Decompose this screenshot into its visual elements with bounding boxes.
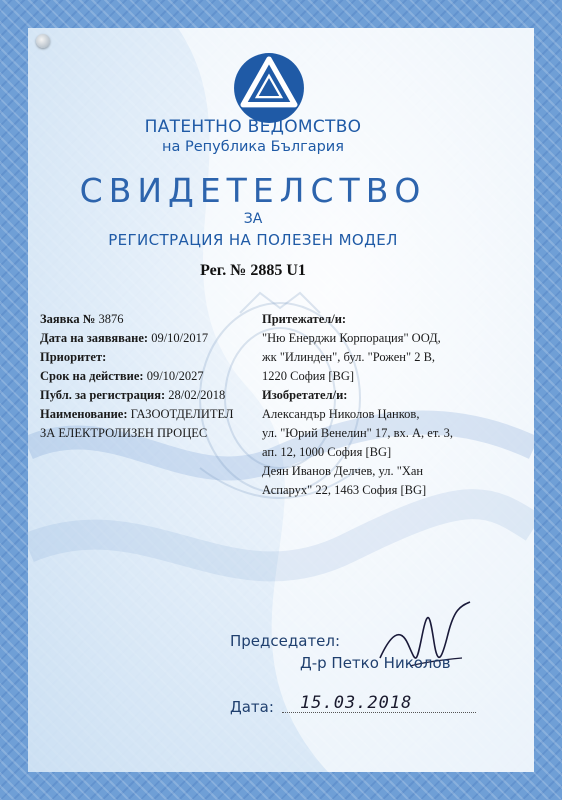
inventor-line1: Александър Николов Цанков,: [262, 407, 420, 421]
chairman-label: Председател:: [230, 632, 341, 650]
owners-label: Притежател/и:: [262, 312, 347, 326]
validity-label: Срок на действие:: [40, 369, 144, 383]
filing-date-row: [40, 329, 260, 348]
certificate-for: ЗА: [243, 211, 263, 227]
validity-row: [40, 367, 260, 386]
org-country: на Република България: [162, 139, 344, 155]
priority-label: Приоритет:: [40, 350, 107, 364]
inventor-line3: ап. 12, 1000 София [BG]: [262, 445, 392, 459]
filing-date-label: Дата на заявяване:: [40, 331, 149, 345]
patent-office-logo-icon: [231, 50, 307, 126]
name-label: Наименование:: [40, 407, 128, 421]
date-underline: [282, 712, 476, 713]
inventor-line4: Деян Иванов Делчев, ул. "Хан: [262, 464, 424, 478]
owner-line3: 1220 София [BG]: [262, 369, 355, 383]
pin-mark: [36, 34, 50, 48]
name-value-line1: ГАЗООТДЕЛИТЕЛ: [130, 407, 234, 421]
filing-date-value: 09/10/2017: [151, 331, 209, 345]
application-details: [40, 310, 260, 443]
certificate-subtitle: РЕГИСТРАЦИЯ НА ПОЛЕЗЕН МОДЕЛ: [108, 231, 398, 249]
certificate-title: СВИДЕТЕЛСТВО: [79, 171, 427, 210]
date-value: 15.03.2018: [300, 693, 413, 713]
application-row: [40, 310, 260, 329]
owner-line2: жк "Илинден", бул. "Рожен" 2 В,: [262, 350, 436, 364]
name-row: [40, 405, 260, 424]
inventor-line5: Аспарух" 22, 1463 София [BG]: [262, 483, 427, 497]
publication-value: 28/02/2018: [168, 388, 226, 402]
publication-label: Публ. за регистрация:: [40, 388, 166, 402]
owner-inventor-details: [262, 310, 482, 500]
application-value: 3876: [98, 312, 124, 326]
validity-value: 09/10/2027: [146, 369, 204, 383]
application-label: Заявка №: [40, 312, 96, 326]
date-label: Дата:: [230, 698, 274, 716]
inventors-label: Изобретател/и:: [262, 388, 348, 402]
owner-line1: "Ню Енерджи Корпорация" ООД,: [262, 331, 441, 345]
inventor-line2: ул. "Юрий Венелин" 17, вх. А, ет. 3,: [262, 426, 453, 440]
name-value-line2: ЗА ЕЛЕКТРОЛИЗЕН ПРОЦЕС: [40, 426, 208, 440]
priority-row: [40, 348, 260, 367]
chairman-name: Д-р Петко Николов: [300, 654, 451, 672]
publication-row: [40, 386, 260, 405]
org-name: ПАТЕНТНО ВЕДОМСТВО: [144, 117, 362, 137]
registration-number: Рег. № 2885 U1: [200, 262, 306, 279]
